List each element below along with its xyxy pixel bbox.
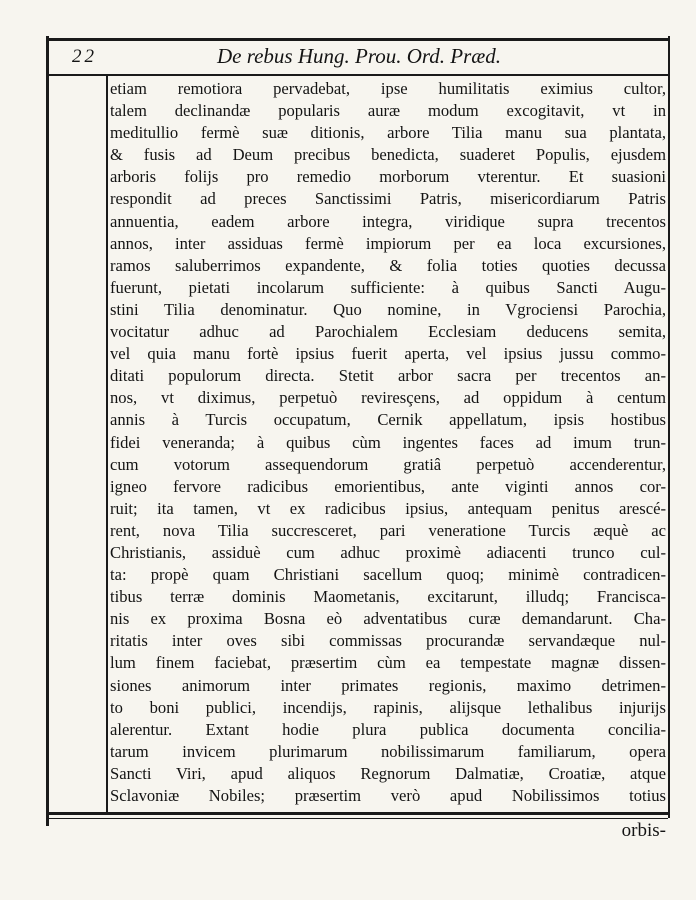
text-line: igneo fervore radicibus emorientibus, ante viginti annos cor-: [110, 476, 666, 496]
left-border-rule: [46, 36, 49, 826]
text-line: tibus terræ dominis Maometanis, excitarunt, illudq; Francisca-: [110, 587, 666, 607]
text-line: lum finem faciebat, præsertim cùm ea tempestate magnæ dissen-: [110, 653, 666, 673]
text-line: meditullio fermè suæ ditionis, arbore Tilia manu sua plantata,: [110, 123, 666, 143]
text-line: Christianis, assiduè cum adhuc proximè adiacenti trunco cul-: [110, 542, 666, 562]
text-line: ramos saluberrimos expandente, & folia toties quoties decussa: [110, 255, 666, 275]
bottom-thin-rule: [48, 818, 668, 819]
text-line: rent, nova Tilia succresceret, pari veneratione Turcis æquè ac: [110, 520, 666, 540]
bottom-border-rule: [48, 812, 668, 815]
text-line: nos, vt diximus, perpetuò reviresçens, ad oppidum à centum: [110, 388, 666, 408]
text-line: talem declinandæ popularis auræ modum excogitavit, vt in: [110, 101, 666, 121]
inner-margin-rule: [106, 76, 108, 812]
text-line: Sancti Viri, apud aliquos Regnorum Dalmatiæ, Croatiæ, atque: [110, 763, 666, 783]
text-line: ta: propè quam Christiani sacellum quoq; minimè contradicen-: [110, 565, 666, 585]
text-line: fuerunt, pietati incolarum sufficiente: à quibus Sancti Augu-: [110, 277, 666, 297]
right-border-rule: [668, 36, 670, 818]
text-line: nis ex proxima Bosna eò adventatibus curæ demandarunt. Cha-: [110, 609, 666, 629]
text-line: respondit ad preces Sanctissimi Patris, misericordiarum Patris: [110, 189, 666, 209]
text-line: vocitatur adhuc ad Parochialem Ecclesiam deducens semita,: [110, 322, 666, 342]
body-text: [110, 78, 666, 807]
page-header: [56, 40, 662, 72]
text-line: & fusis ad Deum precibus benedicta, suaderet Populis, ejusdem: [110, 145, 666, 165]
text-line: etiam remotiora pervadebat, ipse humilitatis eximius cultor,: [110, 79, 666, 98]
text-line: annis à Turcis occupatum, Cernik appellatum, ipsis hostibus: [110, 410, 666, 430]
text-line: stini Tilia denominatur. Quo nomine, in Vgrociensi Parochia,: [110, 299, 666, 319]
text-line: cum votorum assequendorum gratiâ perpetuò accenderentur,: [110, 454, 666, 474]
text-line: ritatis inter oves sibi commissas procurandæ servandæque nul-: [110, 631, 666, 651]
text-line: ditati populorum directa. Stetit arbor sacra per trecentos an-: [110, 366, 666, 386]
catchword: orbis-: [621, 820, 666, 841]
text-line: annos, inter assiduas fermè impiorum per ea loca excursiones,: [110, 233, 666, 253]
text-line: annuentia, eadem arbore integra, viridique supra trecentos: [110, 211, 666, 231]
running-title: De rebus Hung. Prou. Ord. Præd.: [216, 44, 502, 68]
text-line: to boni publici, incendijs, rapinis, alijsque lethalibus injurijs: [110, 697, 666, 717]
page-number: 22: [72, 46, 97, 67]
text-line: siones animorum inter primates regionis, maximo detrimen-: [110, 675, 666, 695]
text-line: ruit; ita tamen, vt ex radicibus ipsius, antequam penitus arescé-: [110, 498, 666, 518]
header-rule: [48, 74, 668, 76]
text-line: vel quia manu fortè ipsius fuerit aperta, vel ipsius jussu commo-: [110, 344, 666, 364]
text-line: tarum invicem plurimarum nobilissimarum familiarum, opera: [110, 741, 666, 761]
text-line: arboris folijs pro remedio morborum vterentur. Et suasioni: [110, 167, 666, 187]
text-line: fidei veneranda; à quibus cùm ingentes faces ad imum trun-: [110, 432, 666, 452]
text-line: alerentur. Extant hodie plura publica documenta concilia-: [110, 719, 666, 739]
text-line: Sclavoniæ Nobiles; præsertim verò apud Nobilissimos totius: [110, 786, 666, 805]
